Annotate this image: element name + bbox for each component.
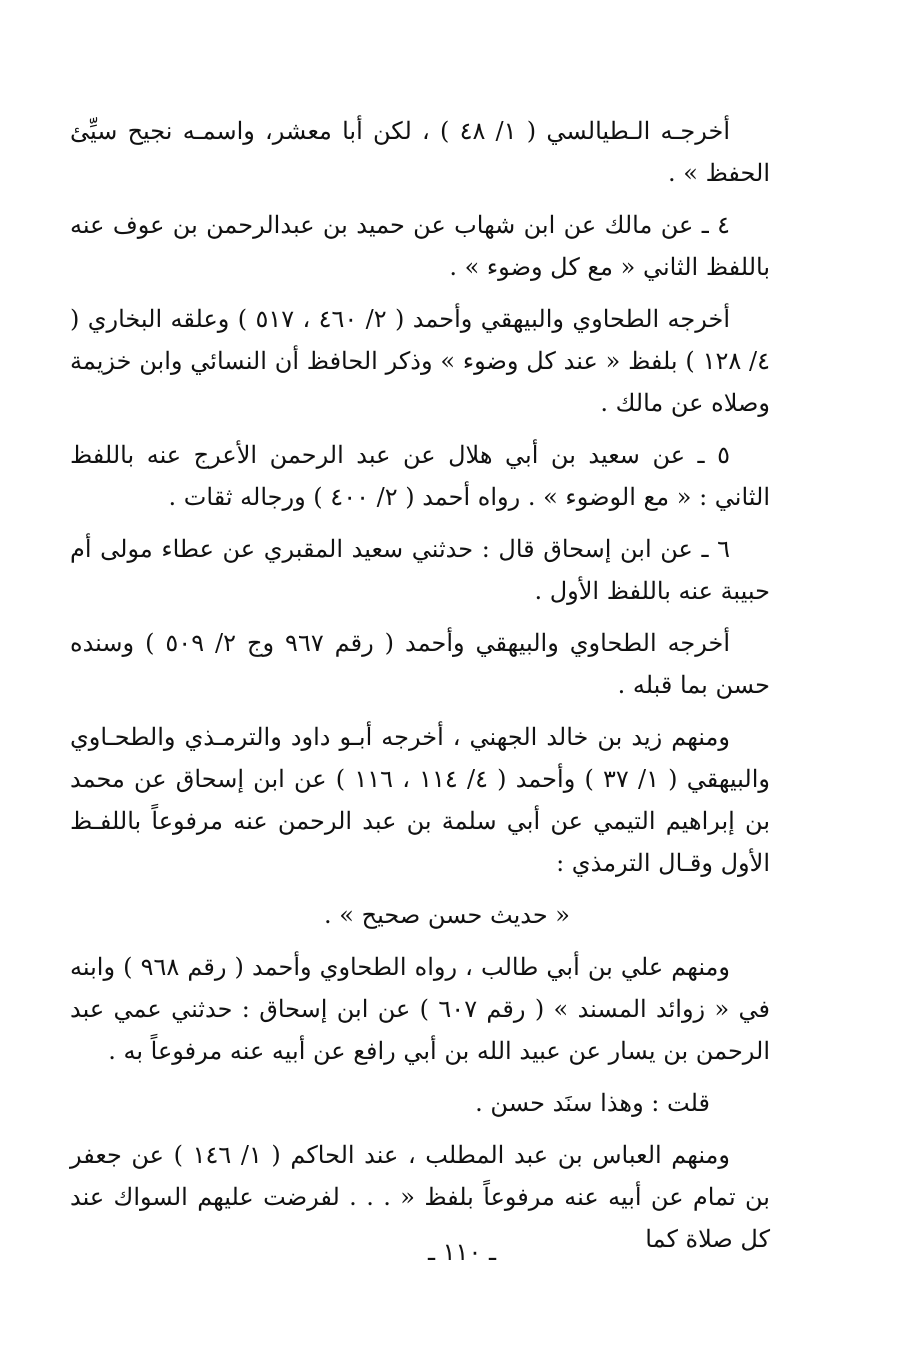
quote-paragraph: « حديث حسن صحيح » . [324,901,570,929]
paragraph-6: أخرجه الطحاوي والبيهقي وأحمد ( رقم ٩٦٧ وج ٢/ ٥٠٩ ) وسنده حسن بما قبله . [70,629,770,699]
paragraph-3: أخرجه الطحاوي والبيهقي وأحمد ( ٢/ ٤٦٠ ، ٥١٧ ) وعلقه البخاري ( ٤/ ١٢٨ ) بلفظ « عند كل وضوء » وذكر الحافظ أن النسائي وابن خزيمة وصلاه عن مالك . [70,305,770,417]
paragraph-7: ومنهم زيد بن خالد الجهني ، أخرجه أبـو داود والترمـذي والطحـاوي والبيهقي ( ١/ ٣٧ ) وأحمد ( ٤/ ١١٤ ، ١١٦ ) عن ابن إسحاق عن محمد بن إبراهيم التيمي عن أبي سلمة بن عبد الرحمن عنه مرفوعاً باللفـظ الأول وقـال الترمذي : [70,723,770,877]
paragraph-9: ومنهم علي بن أبي طالب ، رواه الطحاوي وأحمد ( رقم ٩٦٨ ) وابنه في « زوائد المسند » ( رقم ٦٠٧ ) عن ابن إسحاق : حدثني عمي عبد الرحمن بن يسار عن عبيد الله بن أبي رافع عن أبيه عنه مرفوعاً به . [70,953,771,1065]
paragraph-1: أخرجـه الـطيالسي ( ١/ ٤٨ ) ، لكن أبا معشر، واسمـه نجيح سيِّئ الحفظ » . [70,117,770,187]
paragraph-11: ومنهم العباس بن عبد المطلب ، عند الحاكم ( ١/ ١٤٦ ) عن جعفر بن تمام عن أبيه عنه مرفوعاً بلفظ « . . . لفرضت عليهم السواك عند كل صلاة كما [70,1141,770,1253]
paragraph-4: ٥ ـ عن سعيد بن أبي هلال عن عبد الرحمن الأعرج عنه باللفظ الثاني : « مع الوضوء » . رواه أحمد ( ٢/ ٤٠٠ ) ورجاله ثقات . [70,441,770,511]
paragraph-5: ٦ ـ عن ابن إسحاق قال : حدثني سعيد المقبري عن عطاء مولى أم حبيبة عنه باللفظ الأول . [70,535,770,605]
page-number: ـ ١١٠ ـ [427,1238,496,1266]
page-body [70,110,770,1270]
paragraph-2: ٤ ـ عن مالك عن ابن شهاب عن حميد بن عبدالرحمن بن عوف عنه باللفظ الثاني « مع كل وضوء » . [70,211,770,281]
note-paragraph: قلت : وهذا سنَد حسن . [475,1089,710,1117]
